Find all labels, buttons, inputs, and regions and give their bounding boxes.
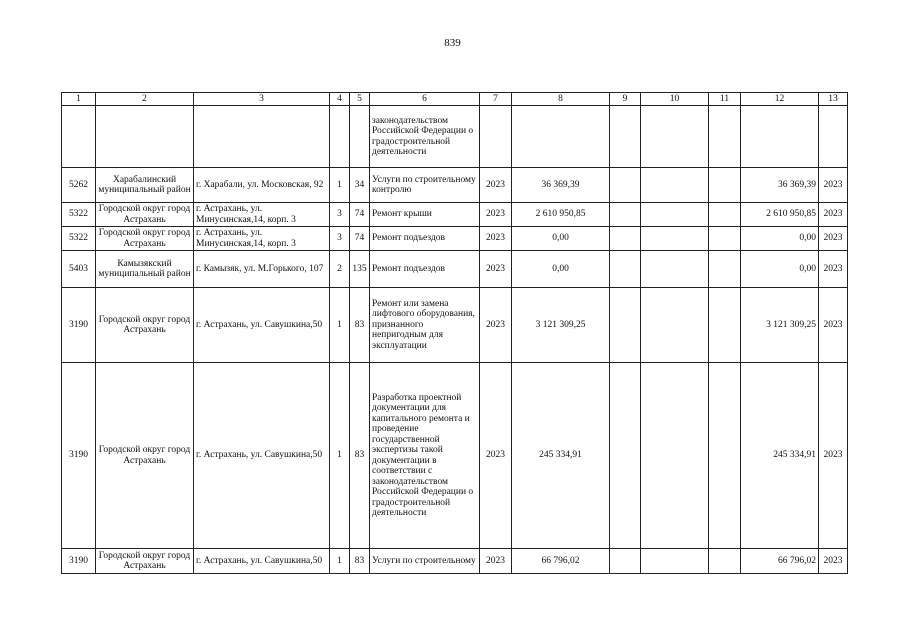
cell-col5: 34: [350, 168, 370, 203]
column-number: 4: [330, 93, 350, 106]
cell-col11: [709, 227, 741, 251]
register-table: [61, 92, 848, 574]
column-number: 10: [641, 93, 709, 106]
column-number-row: [62, 93, 848, 106]
cell-col10: [641, 251, 709, 288]
cell-id: 5403: [62, 251, 96, 288]
cell-year: 2023: [480, 363, 512, 549]
cell-amount: [512, 106, 610, 168]
cell-municipality: Камызякский муниципальный район: [96, 251, 194, 288]
cell-work-type: Ремонт подъездов: [370, 251, 480, 288]
cell-work-type: Услуги по строительному: [370, 549, 480, 574]
cell-col11: [709, 288, 741, 363]
cell-address: г. Астрахань, ул. Савушкина,50: [194, 363, 330, 549]
cell-col4: 2: [330, 251, 350, 288]
cell-end-year: 2023: [819, 549, 848, 574]
column-number: 12: [741, 93, 819, 106]
cell-col4: 1: [330, 363, 350, 549]
table-row: [62, 227, 848, 251]
column-number: 5: [350, 93, 370, 106]
cell-col10: [641, 106, 709, 168]
cell-col10: [641, 227, 709, 251]
cell-address: г. Астрахань, ул. Савушкина,50: [194, 549, 330, 574]
cell-amount: 245 334,91: [512, 363, 610, 549]
cell-col10: [641, 168, 709, 203]
cell-year: [480, 106, 512, 168]
cell-amount: 2 610 950,85: [512, 203, 610, 227]
column-number: 6: [370, 93, 480, 106]
column-number: 7: [480, 93, 512, 106]
cell-year: 2023: [480, 549, 512, 574]
cell-id: 3190: [62, 549, 96, 574]
cell-year: 2023: [480, 227, 512, 251]
cell-total: 66 796,02: [741, 549, 819, 574]
column-number: 3: [194, 93, 330, 106]
cell-address: г. Камызяк, ул. М.Горького, 107: [194, 251, 330, 288]
page-number: 839: [444, 37, 461, 49]
cell-address: г. Астрахань, ул. Минусинская,14, корп. 3: [194, 227, 330, 251]
cell-col11: [709, 363, 741, 549]
cell-amount: 3 121 309,25: [512, 288, 610, 363]
cell-work-type: Разработка проектной документации для капитального ремонта и проведение государственной экспертизы такой документации в соответствии с законодательством Российской Федерации о градостроительной деятельности: [370, 363, 480, 549]
table-row: [62, 251, 848, 288]
table-row: [62, 203, 848, 227]
cell-municipality: Городской округ город Астрахань: [96, 549, 194, 574]
cell-col5: 74: [350, 227, 370, 251]
cell-work-type: законодательством Российской Федерации о градостроительной деятельности: [370, 106, 480, 168]
cell-municipality: Харабалинский муниципальный район: [96, 168, 194, 203]
cell-work-type: Ремонт или замена лифтового оборудования, признанного непригодным для эксплуатации: [370, 288, 480, 363]
cell-col10: [641, 288, 709, 363]
cell-amount: 66 796,02: [512, 549, 610, 574]
column-number: 9: [610, 93, 641, 106]
cell-col4: 1: [330, 288, 350, 363]
cell-end-year: [819, 106, 848, 168]
cell-work-type: Услуги по строительному контролю: [370, 168, 480, 203]
cell-amount: 0,00: [512, 227, 610, 251]
cell-col5: 135: [350, 251, 370, 288]
cell-id: [62, 106, 96, 168]
cell-amount: 36 369,39: [512, 168, 610, 203]
cell-total: 36 369,39: [741, 168, 819, 203]
cell-total: [741, 106, 819, 168]
cell-total: 245 334,91: [741, 363, 819, 549]
cell-col11: [709, 106, 741, 168]
cell-col11: [709, 203, 741, 227]
cell-col11: [709, 549, 741, 574]
cell-address: г. Харабали, ул. Московская, 92: [194, 168, 330, 203]
cell-end-year: 2023: [819, 203, 848, 227]
cell-col9: [610, 106, 641, 168]
cell-col10: [641, 549, 709, 574]
column-number: 11: [709, 93, 741, 106]
cell-col9: [610, 549, 641, 574]
cell-col5: 83: [350, 549, 370, 574]
cell-municipality: Городской округ город Астрахань: [96, 227, 194, 251]
column-number: 1: [62, 93, 96, 106]
cell-col9: [610, 227, 641, 251]
cell-col11: [709, 251, 741, 288]
cell-col5: [350, 106, 370, 168]
column-number: 13: [819, 93, 848, 106]
cell-col4: [330, 106, 350, 168]
table-row: [62, 288, 848, 363]
cell-col4: 3: [330, 227, 350, 251]
cell-address: г. Астрахань, ул. Савушкина,50: [194, 288, 330, 363]
cell-municipality: Городской округ город Астрахань: [96, 288, 194, 363]
cell-end-year: 2023: [819, 288, 848, 363]
cell-col5: 83: [350, 363, 370, 549]
cell-id: 3190: [62, 288, 96, 363]
cell-col5: 83: [350, 288, 370, 363]
cell-col5: 74: [350, 203, 370, 227]
cell-id: 5322: [62, 227, 96, 251]
cell-col10: [641, 203, 709, 227]
cell-col10: [641, 363, 709, 549]
cell-year: 2023: [480, 251, 512, 288]
cell-municipality: Городской округ город Астрахань: [96, 203, 194, 227]
table-row: [62, 549, 848, 574]
cell-total: 0,00: [741, 227, 819, 251]
cell-col9: [610, 288, 641, 363]
cell-work-type: Ремонт крыши: [370, 203, 480, 227]
cell-address: г. Астрахань, ул. Минусинская,14, корп. 3: [194, 203, 330, 227]
cell-year: 2023: [480, 288, 512, 363]
cell-end-year: 2023: [819, 251, 848, 288]
cell-total: 3 121 309,25: [741, 288, 819, 363]
cell-col9: [610, 251, 641, 288]
cell-municipality: [96, 106, 194, 168]
column-number: 2: [96, 93, 194, 106]
cell-id: 5262: [62, 168, 96, 203]
cell-year: 2023: [480, 203, 512, 227]
cell-end-year: 2023: [819, 227, 848, 251]
cell-work-type: Ремонт подъездов: [370, 227, 480, 251]
table-row: [62, 168, 848, 203]
cell-year: 2023: [480, 168, 512, 203]
cell-address: [194, 106, 330, 168]
cell-end-year: 2023: [819, 363, 848, 549]
cell-col11: [709, 168, 741, 203]
cell-col9: [610, 168, 641, 203]
column-number: 8: [512, 93, 610, 106]
cell-amount: 0,00: [512, 251, 610, 288]
cell-municipality: Городской округ город Астрахань: [96, 363, 194, 549]
cell-id: 3190: [62, 363, 96, 549]
cell-col4: 3: [330, 203, 350, 227]
cell-col9: [610, 203, 641, 227]
cell-col4: 1: [330, 549, 350, 574]
cell-end-year: 2023: [819, 168, 848, 203]
cell-col9: [610, 363, 641, 549]
cell-id: 5322: [62, 203, 96, 227]
cell-total: 0,00: [741, 251, 819, 288]
table-row: [62, 106, 848, 168]
cell-total: 2 610 950,85: [741, 203, 819, 227]
table-row: [62, 363, 848, 549]
cell-col4: 1: [330, 168, 350, 203]
